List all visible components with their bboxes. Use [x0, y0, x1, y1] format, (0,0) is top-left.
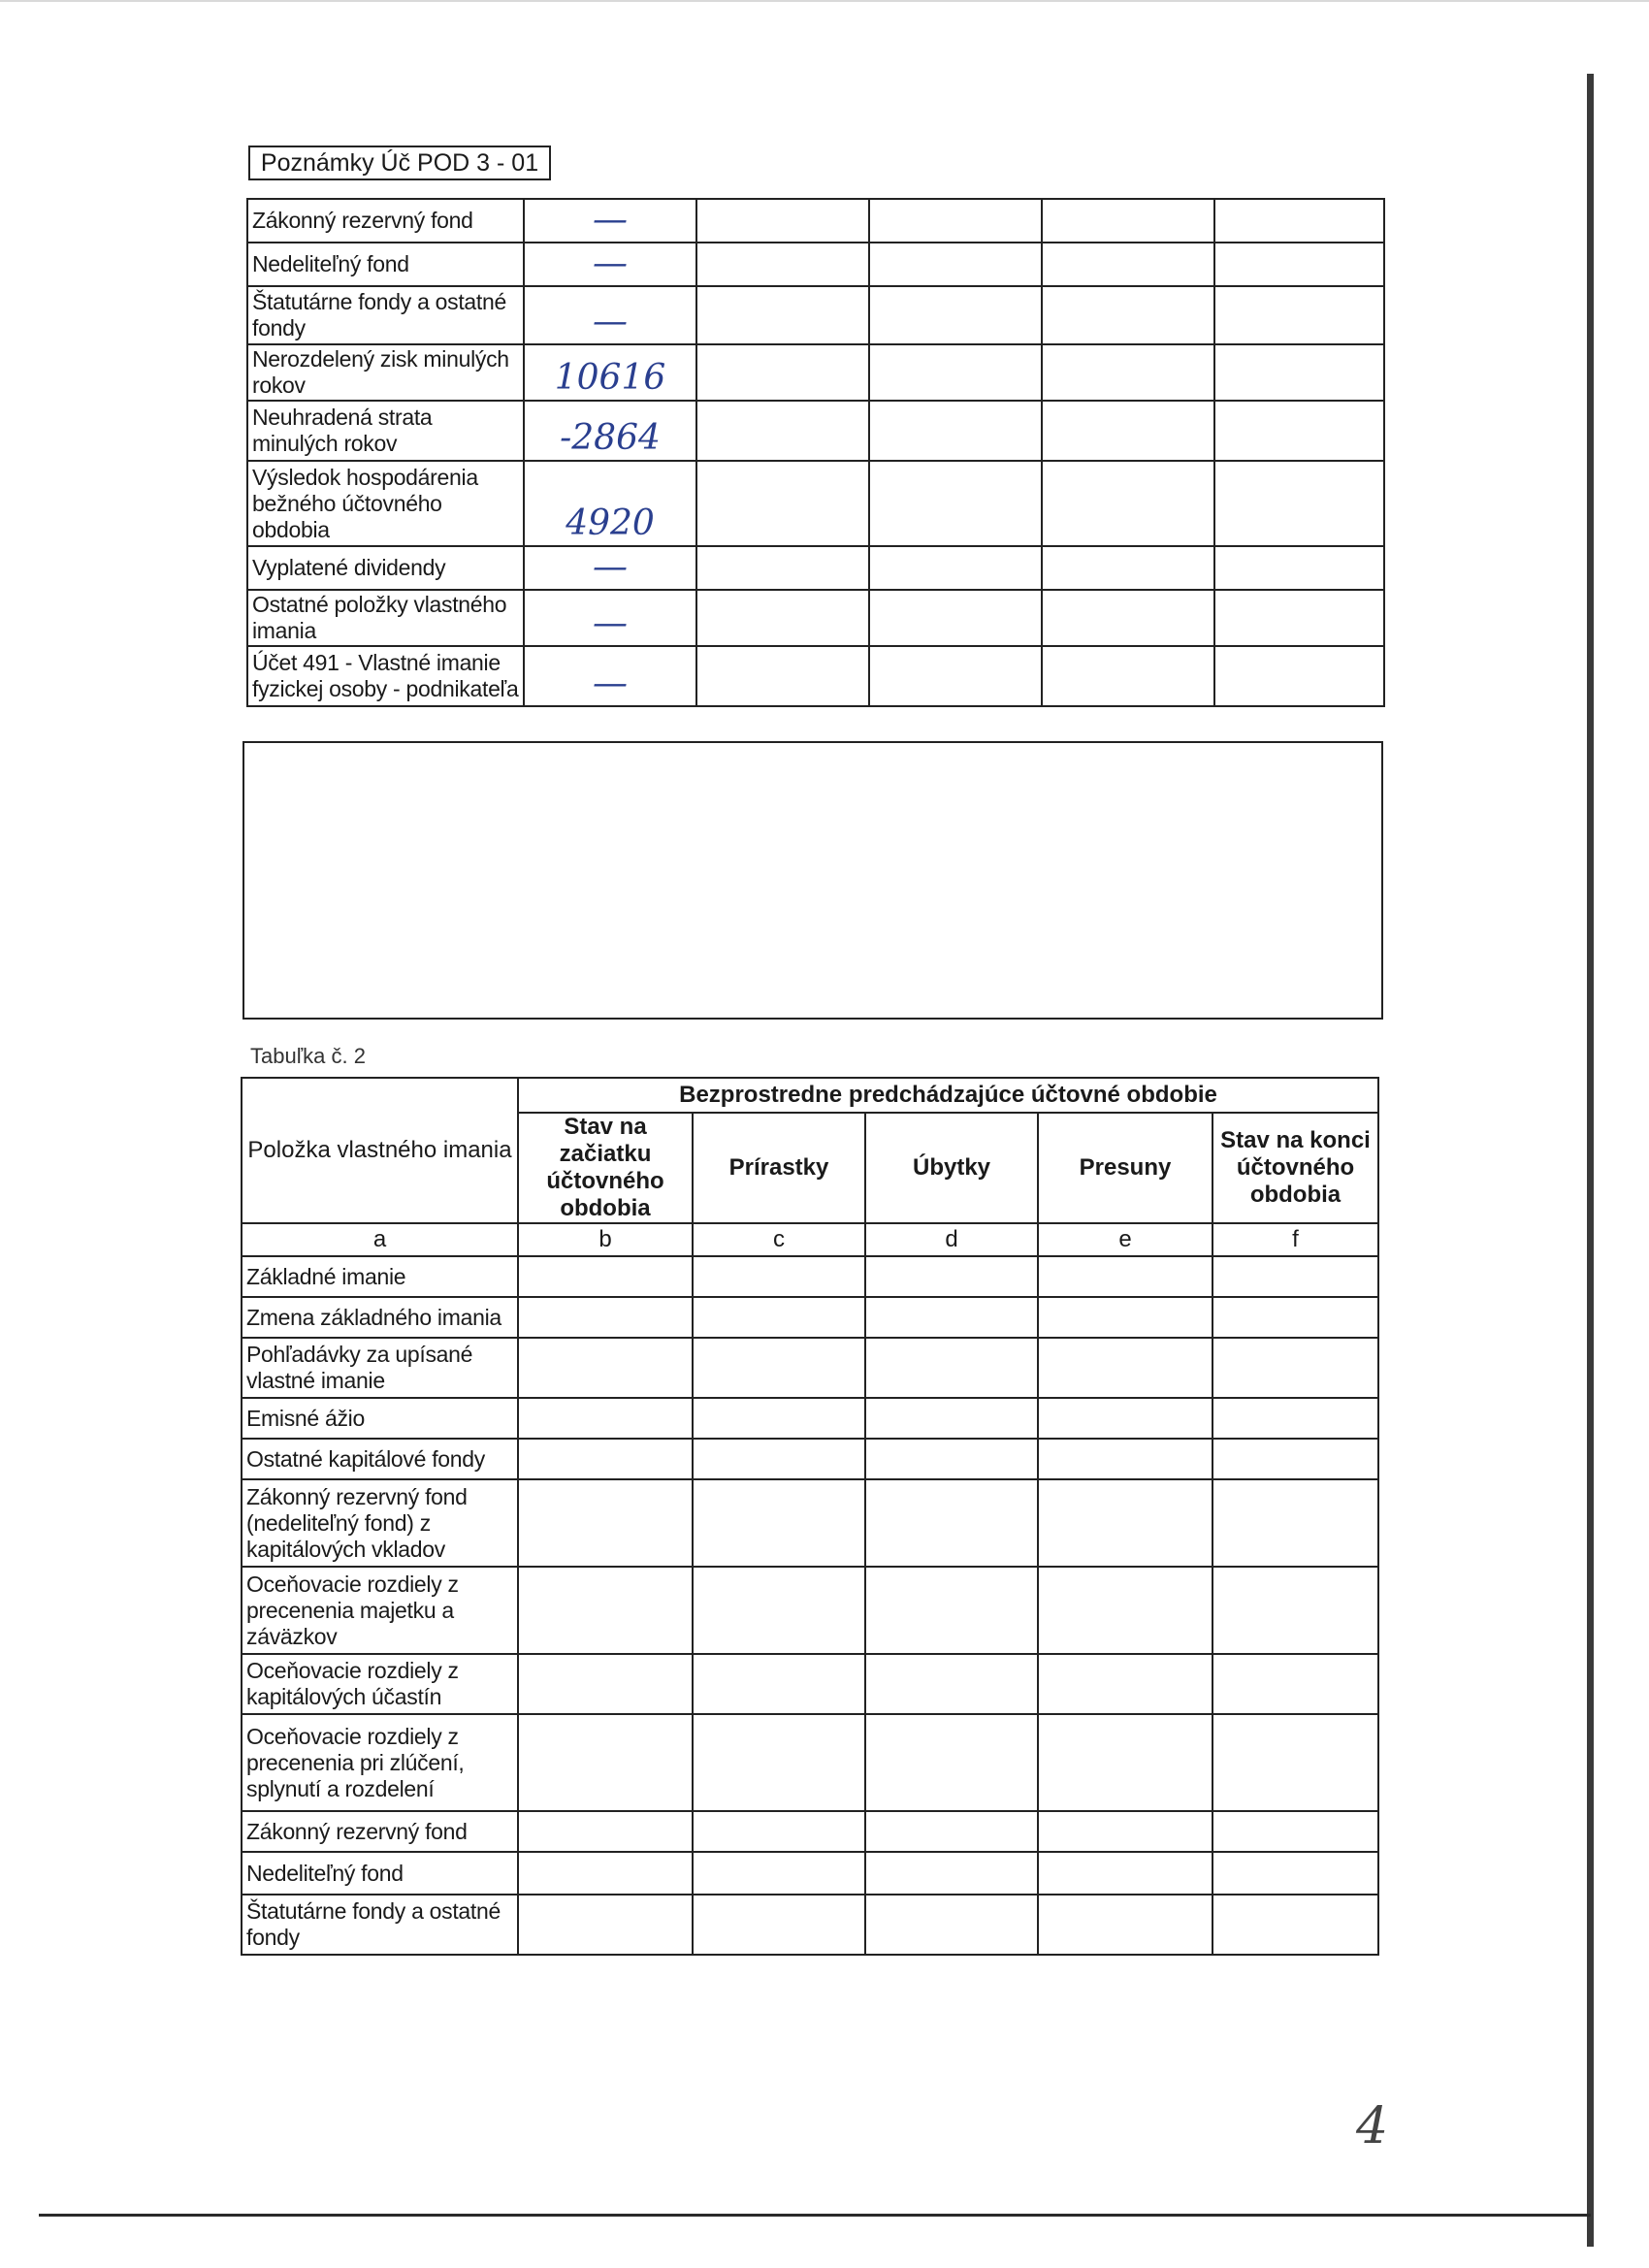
row-value: 4920 [524, 461, 696, 546]
table-row [242, 1567, 1378, 1654]
empty-cell [1038, 1256, 1212, 1297]
empty-cell [1042, 590, 1214, 646]
empty-cell [1042, 461, 1214, 546]
table-row [247, 590, 1384, 646]
empty-cell [1212, 1567, 1378, 1654]
empty-cell [1214, 286, 1384, 344]
table-row [247, 344, 1384, 401]
empty-cell [693, 1398, 865, 1439]
empty-cell [1214, 646, 1384, 706]
page-number: 4 [1356, 2097, 1389, 2155]
empty-cell [869, 461, 1042, 546]
column-letter: f [1212, 1223, 1378, 1256]
row-label: Štatutárne fondy a ostatné fondy [247, 286, 524, 344]
header-col-start: Stav na začiatku účtovného obdobia [518, 1113, 693, 1223]
empty-cell [1038, 1852, 1212, 1895]
row-label: Ostatné kapitálové fondy [242, 1439, 518, 1479]
empty-cell [869, 590, 1042, 646]
empty-cell [869, 401, 1042, 461]
empty-cell [1038, 1479, 1212, 1567]
empty-cell [518, 1567, 693, 1654]
empty-cell [693, 1852, 865, 1895]
empty-cell [693, 1895, 865, 1955]
empty-cell [1042, 344, 1214, 401]
empty-cell [865, 1811, 1038, 1852]
row-label: Zákonný rezervný fond [242, 1811, 518, 1852]
row-value: 10616 [524, 344, 696, 401]
table-row [242, 1895, 1378, 1955]
empty-cell [869, 199, 1042, 243]
empty-cell [865, 1256, 1038, 1297]
row-value: — [524, 646, 696, 706]
empty-cell [696, 286, 869, 344]
row-label: Nerozdelený zisk minulých rokov [247, 344, 524, 401]
table-row [247, 199, 1384, 243]
table-row [242, 1479, 1378, 1567]
row-label: Účet 491 - Vlastné imanie fyzickej osoby - podnikateľa [247, 646, 524, 706]
empty-cell [1212, 1398, 1378, 1439]
empty-cell [865, 1439, 1038, 1479]
row-label: Výsledok hospodárenia bežného účtovného obdobia [247, 461, 524, 546]
empty-cell [518, 1714, 693, 1811]
row-label: Zákonný rezervný fond (nedeliteľný fond) z kapitálových vkladov [242, 1479, 518, 1567]
empty-cell [1042, 546, 1214, 590]
header-row [242, 1078, 1378, 1113]
table-caption: Tabuľka č. 2 [250, 1044, 366, 1068]
header-col-increase: Prírastky [693, 1113, 865, 1223]
empty-cell [518, 1398, 693, 1439]
empty-cell [518, 1297, 693, 1338]
table-row [247, 401, 1384, 461]
column-letter: c [693, 1223, 865, 1256]
letters-row [242, 1223, 1378, 1256]
empty-cell [696, 243, 869, 286]
empty-cell [693, 1338, 865, 1398]
table-row [242, 1654, 1378, 1714]
empty-cell [865, 1714, 1038, 1811]
empty-cell [865, 1895, 1038, 1955]
empty-cell [865, 1654, 1038, 1714]
header-col-decrease: Úbytky [865, 1113, 1038, 1223]
empty-cell [1038, 1714, 1212, 1811]
empty-cell [518, 1895, 693, 1955]
row-label: Vyplatené dividendy [247, 546, 524, 590]
empty-cell [1214, 590, 1384, 646]
empty-cell [696, 344, 869, 401]
row-label: Nedeliteľný fond [242, 1852, 518, 1895]
empty-cell [869, 546, 1042, 590]
empty-cell [696, 546, 869, 590]
empty-cell [1038, 1895, 1212, 1955]
empty-cell [1038, 1654, 1212, 1714]
empty-cell [1038, 1567, 1212, 1654]
row-label: Oceňovacie rozdiely z precenenia pri zlúčení, splynutí a rozdelení [242, 1714, 518, 1811]
empty-cell [1212, 1479, 1378, 1567]
empty-cell [696, 199, 869, 243]
empty-cell [693, 1654, 865, 1714]
empty-cell [1042, 646, 1214, 706]
empty-cell [869, 286, 1042, 344]
row-label: Oceňovacie rozdiely z precenenia majetku a záväzkov [242, 1567, 518, 1654]
table-row [242, 1439, 1378, 1479]
empty-cell [1042, 401, 1214, 461]
empty-cell [693, 1479, 865, 1567]
empty-cell [518, 1852, 693, 1895]
empty-cell [1212, 1852, 1378, 1895]
empty-cell [518, 1338, 693, 1398]
equity-movements-table [241, 1077, 1379, 1956]
empty-cell [696, 646, 869, 706]
empty-cell [1042, 243, 1214, 286]
row-value: — [524, 286, 696, 344]
empty-cell [518, 1479, 693, 1567]
scan-edge-right [1587, 74, 1594, 2247]
header-col-transfer: Presuny [1038, 1113, 1212, 1223]
header-group: Bezprostredne predchádzajúce účtovné obdobie [518, 1078, 1378, 1113]
row-value: — [524, 546, 696, 590]
empty-cell [1038, 1811, 1212, 1852]
empty-cell [1212, 1811, 1378, 1852]
row-label: Emisné ážio [242, 1398, 518, 1439]
empty-cell [1212, 1895, 1378, 1955]
row-label: Pohľadávky za upísané vlastné imanie [242, 1338, 518, 1398]
empty-cell [869, 344, 1042, 401]
empty-cell [693, 1297, 865, 1338]
row-label: Nedeliteľný fond [247, 243, 524, 286]
empty-cell [865, 1338, 1038, 1398]
empty-cell [1214, 243, 1384, 286]
empty-cell [696, 461, 869, 546]
scan-edge-bottom [39, 2214, 1591, 2217]
notes-box [242, 741, 1383, 1020]
table-row [242, 1256, 1378, 1297]
empty-cell [693, 1439, 865, 1479]
empty-cell [693, 1714, 865, 1811]
table-row [247, 546, 1384, 590]
table-row [242, 1852, 1378, 1895]
empty-cell [518, 1256, 693, 1297]
table-row [242, 1398, 1378, 1439]
table-row [242, 1338, 1378, 1398]
header-item: Položka vlastného imania [242, 1078, 518, 1223]
table-row [242, 1811, 1378, 1852]
empty-cell [1042, 199, 1214, 243]
table-row [242, 1714, 1378, 1811]
empty-cell [1212, 1338, 1378, 1398]
empty-cell [1038, 1439, 1212, 1479]
equity-items-table [246, 198, 1385, 707]
column-letter: a [242, 1223, 518, 1256]
empty-cell [1214, 461, 1384, 546]
empty-cell [1212, 1297, 1378, 1338]
empty-cell [693, 1567, 865, 1654]
empty-cell [693, 1256, 865, 1297]
row-label: Ostatné položky vlastného imania [247, 590, 524, 646]
empty-cell [865, 1479, 1038, 1567]
empty-cell [1212, 1256, 1378, 1297]
empty-cell [1212, 1714, 1378, 1811]
row-label: Oceňovacie rozdiely z kapitálových účastín [242, 1654, 518, 1714]
row-label: Neuhradená strata minulých rokov [247, 401, 524, 461]
empty-cell [518, 1811, 693, 1852]
table-row [242, 1297, 1378, 1338]
empty-cell [1038, 1297, 1212, 1338]
empty-cell [518, 1654, 693, 1714]
empty-cell [1212, 1439, 1378, 1479]
form-title: Poznámky Úč POD 3 - 01 [248, 146, 551, 180]
empty-cell [1214, 546, 1384, 590]
row-value: — [524, 199, 696, 243]
empty-cell [1042, 286, 1214, 344]
column-letter: d [865, 1223, 1038, 1256]
empty-cell [865, 1398, 1038, 1439]
column-letter: e [1038, 1223, 1212, 1256]
empty-cell [518, 1439, 693, 1479]
empty-cell [865, 1567, 1038, 1654]
header-col-end: Stav na konci účtovného obdobia [1212, 1113, 1378, 1223]
row-value: — [524, 590, 696, 646]
row-value: — [524, 243, 696, 286]
scan-edge-top [0, 0, 1649, 2]
column-letter: b [518, 1223, 693, 1256]
table-row [247, 286, 1384, 344]
empty-cell [696, 401, 869, 461]
row-label: Štatutárne fondy a ostatné fondy [242, 1895, 518, 1955]
empty-cell [1214, 199, 1384, 243]
empty-cell [1212, 1654, 1378, 1714]
row-label: Zmena základného imania [242, 1297, 518, 1338]
row-value: -2864 [524, 401, 696, 461]
row-label: Základné imanie [242, 1256, 518, 1297]
empty-cell [693, 1811, 865, 1852]
empty-cell [696, 590, 869, 646]
table-row [247, 243, 1384, 286]
empty-cell [869, 243, 1042, 286]
row-label: Zákonný rezervný fond [247, 199, 524, 243]
empty-cell [865, 1297, 1038, 1338]
empty-cell [1214, 401, 1384, 461]
empty-cell [869, 646, 1042, 706]
table-row [247, 646, 1384, 706]
table-row [247, 461, 1384, 546]
empty-cell [865, 1852, 1038, 1895]
empty-cell [1038, 1398, 1212, 1439]
empty-cell [1214, 344, 1384, 401]
empty-cell [1038, 1338, 1212, 1398]
